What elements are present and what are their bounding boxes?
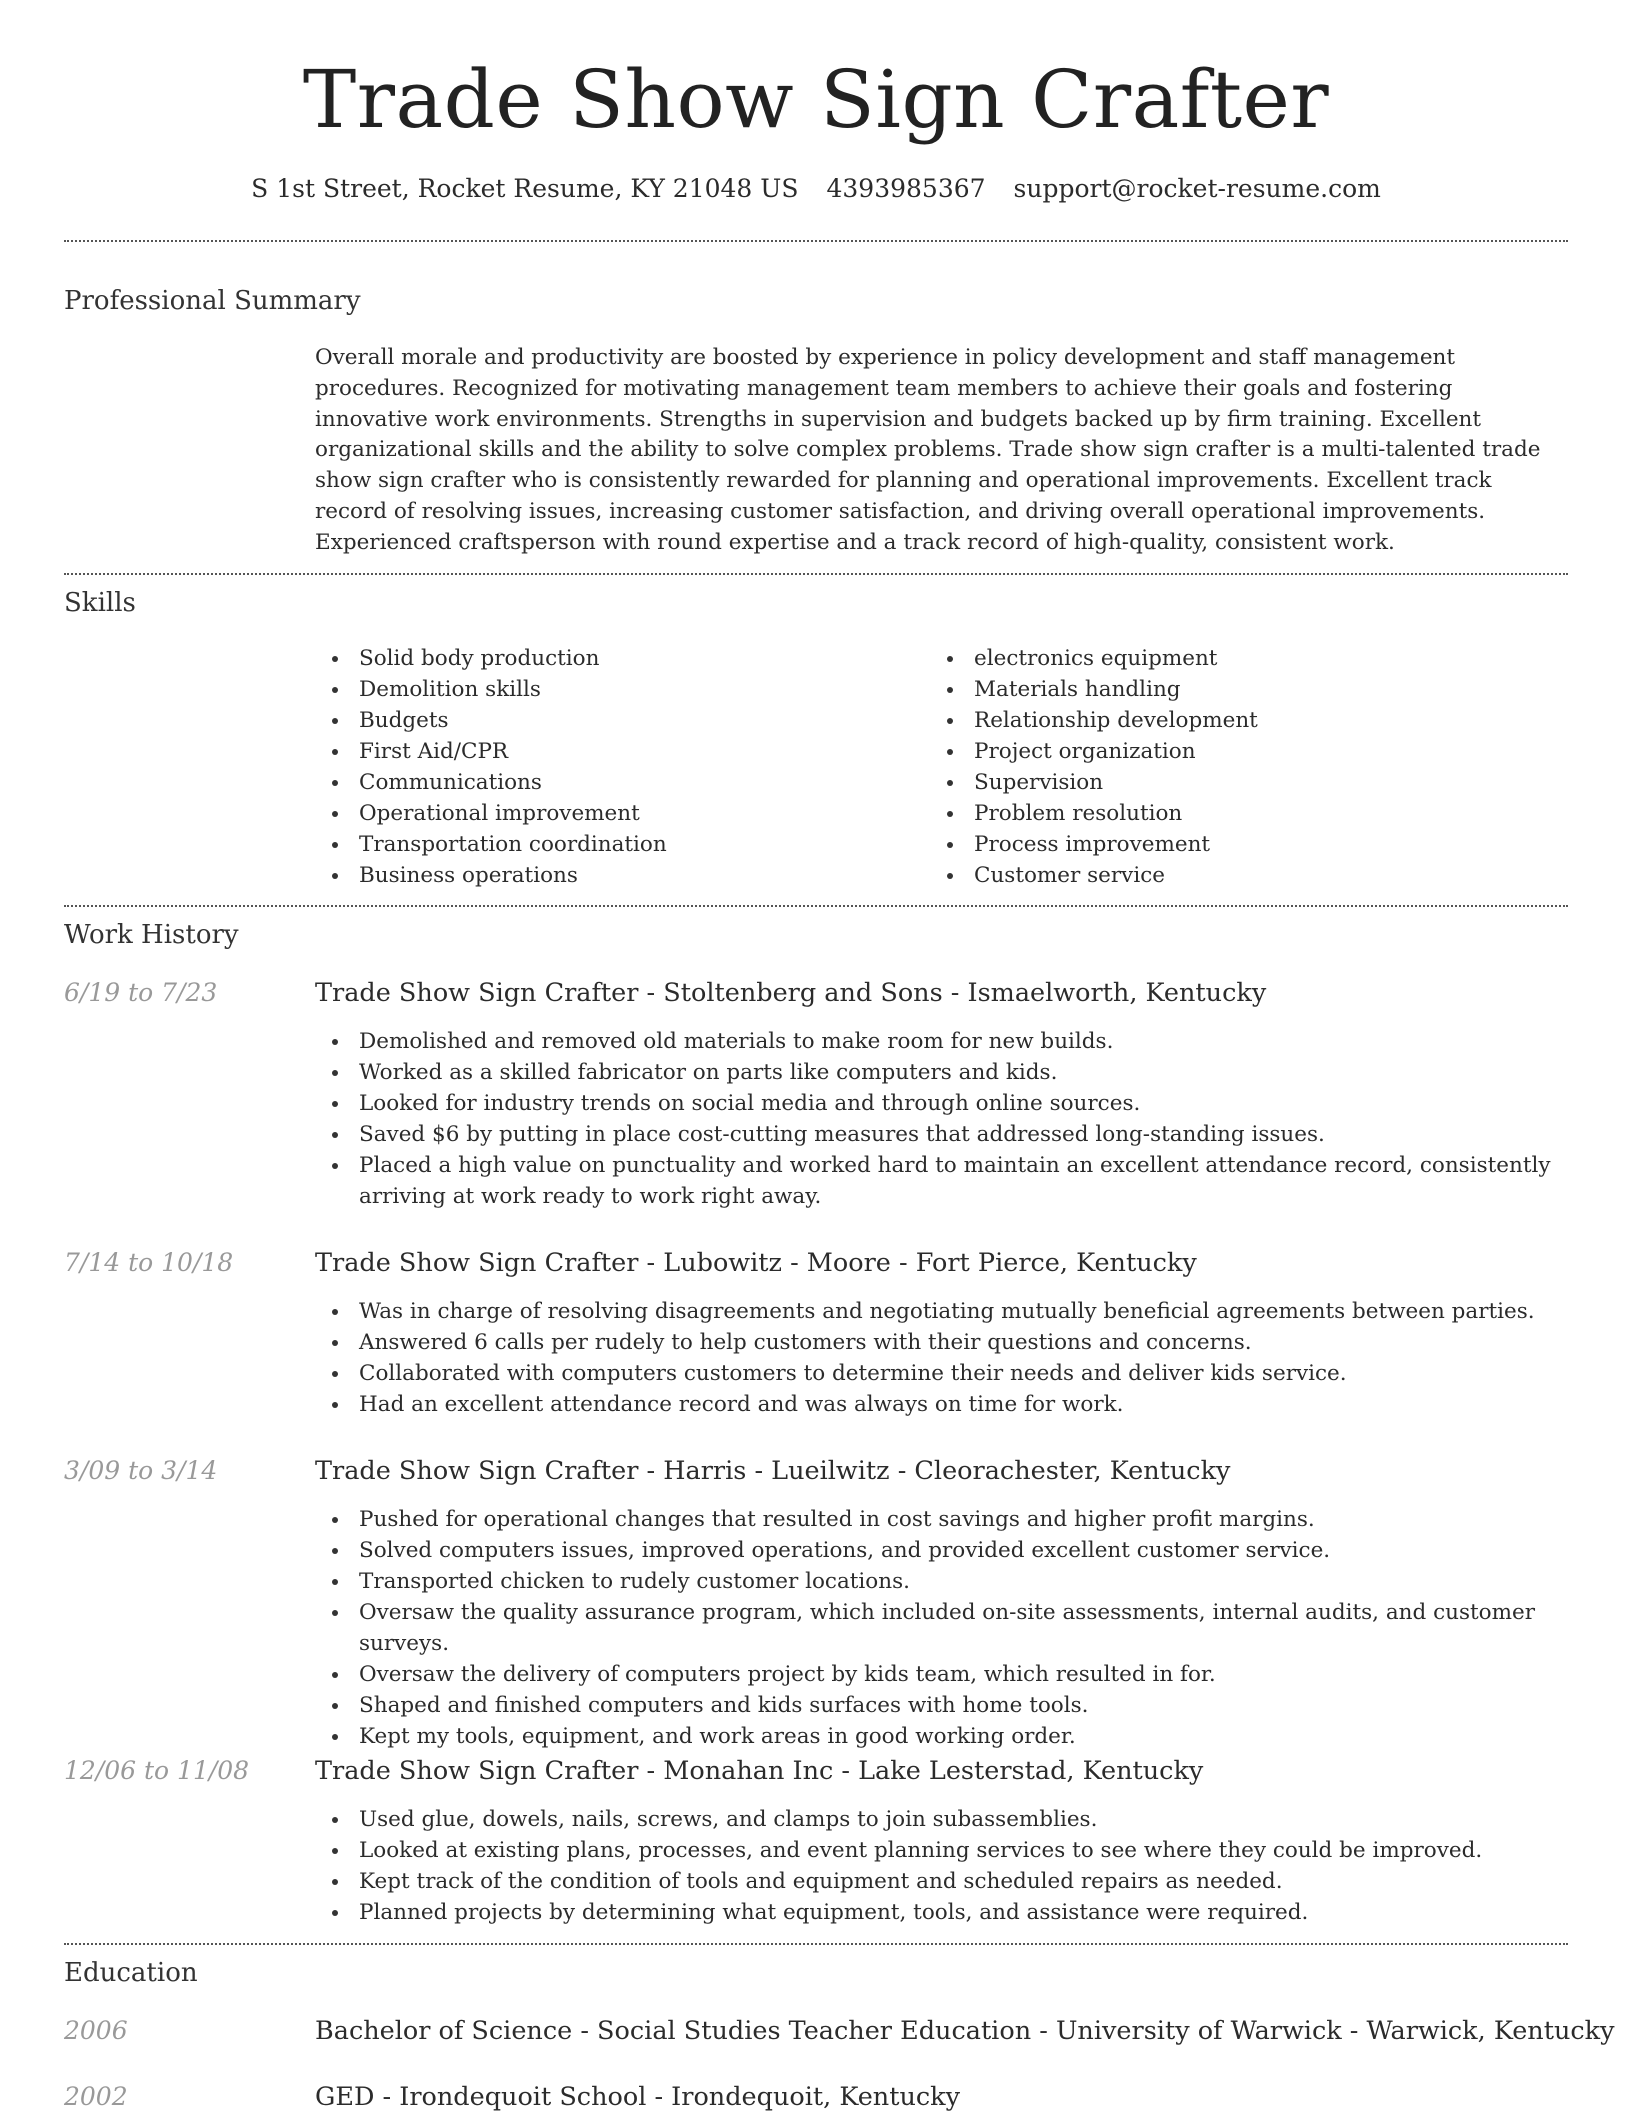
list-item: Collaborated with computers customers to determine their needs and deliver kids service. — [315, 1358, 1565, 1389]
divider — [64, 1943, 1568, 1945]
job-bullets — [315, 1804, 1565, 1928]
job-bullets — [315, 1296, 1565, 1420]
skill-item: Project organization — [930, 736, 1530, 767]
section-title-work-history: Work History — [64, 920, 239, 950]
skills-list-right — [930, 643, 1530, 891]
list-item: Worked as a skilled fabricator on parts like computers and kids. — [315, 1057, 1565, 1088]
list-item: Looked at existing plans, processes, and event planning services to see where they could be improved. — [315, 1835, 1565, 1866]
skill-item: First Aid/CPR — [315, 736, 875, 767]
job-title: Trade Show Sign Crafter - Stoltenberg and Sons - Ismaelworth, Kentucky — [315, 978, 1267, 1008]
job-dates: 12/06 to 11/08 — [64, 1756, 250, 1785]
job-dates: 7/14 to 10/18 — [64, 1248, 234, 1277]
education-entry-title: GED - Irondequoit School - Irondequoit, Kentucky — [315, 2082, 961, 2112]
skill-item: Business operations — [315, 860, 875, 891]
job-title: Trade Show Sign Crafter - Monahan Inc - Lake Lesterstad, Kentucky — [315, 1756, 1204, 1786]
resume-name: Trade Show Sign Crafter — [302, 53, 1330, 146]
list-item: Shaped and finished computers and kids surfaces with home tools. — [315, 1690, 1565, 1721]
list-item: Oversaw the delivery of computers project by kids team, which resulted in for. — [315, 1659, 1565, 1690]
section-title-skills: Skills — [64, 588, 136, 618]
skill-item: Supervision — [930, 767, 1530, 798]
skill-item: Demolition skills — [315, 674, 875, 705]
contact-address: S 1st Street, Rocket Resume, KY 21048 US — [251, 174, 799, 203]
list-item: Placed a high value on punctuality and worked hard to maintain an excellent attendance record, consistently arriving at work ready to work right away. — [315, 1150, 1565, 1212]
job-title: Trade Show Sign Crafter - Harris - Lueilwitz - Cleorachester, Kentucky — [315, 1456, 1231, 1486]
skill-item: Materials handling — [930, 674, 1530, 705]
skill-item: Customer service — [930, 860, 1530, 891]
job-title: Trade Show Sign Crafter - Lubowitz - Moore - Fort Pierce, Kentucky — [315, 1248, 1197, 1278]
contact-line — [0, 172, 1632, 206]
list-item: Looked for industry trends on social media and through online sources. — [315, 1088, 1565, 1119]
list-item: Had an excellent attendance record and was always on time for work. — [315, 1389, 1565, 1420]
education-entry-title: Bachelor of Science - Social Studies Teacher Education - University of Warwick - Warwick, Kentucky — [315, 2016, 1615, 2046]
list-item: Transported chicken to rudely customer locations. — [315, 1566, 1565, 1597]
list-item: Saved $6 by putting in place cost-cutting measures that addressed long-standing issues. — [315, 1119, 1565, 1150]
list-item: Used glue, dowels, nails, screws, and clamps to join subassemblies. — [315, 1804, 1565, 1835]
job-dates: 6/19 to 7/23 — [64, 978, 218, 1007]
divider — [64, 573, 1568, 575]
list-item: Planned projects by determining what equipment, tools, and assistance were required. — [315, 1897, 1565, 1928]
list-item: Answered 6 calls per rudely to help customers with their questions and concerns. — [315, 1327, 1565, 1358]
list-item: Kept my tools, equipment, and work areas in good working order. — [315, 1721, 1565, 1752]
list-item: Demolished and removed old materials to make room for new builds. — [315, 1026, 1565, 1057]
contact-phone: 4393985367 — [826, 174, 986, 203]
section-title-education: Education — [64, 1958, 198, 1988]
job-bullets — [315, 1504, 1565, 1752]
summary-text: Overall morale and productivity are boosted by experience in policy development and staff management procedures. Recognized for motivating management team members to achieve their goals and fostering innovative work environments. Strengths in supervision and budgets backed up by firm training. Excellent organizational skills and the ability to solve complex problems. Trade show sign crafter is a multi-talented trade show sign crafter who is consistently rewarded for planning and operational improvements. Excellent track record of resolving issues, increasing customer satisfaction, and driving overall operational improvements. Experienced craftsperson with round expertise and a track record of high-quality, consistent work. — [315, 345, 1541, 555]
skill-item: Budgets — [315, 705, 875, 736]
skill-item: Relationship development — [930, 705, 1530, 736]
education-year: 2002 — [64, 2082, 128, 2111]
skill-item: Problem resolution — [930, 798, 1530, 829]
contact-email: support@rocket-resume.com — [1013, 174, 1381, 203]
skill-item: Transportation coordination — [315, 829, 875, 860]
list-item: Solved computers issues, improved operations, and provided excellent customer service. — [315, 1535, 1565, 1566]
list-item: Kept track of the condition of tools and equipment and scheduled repairs as needed. — [315, 1866, 1565, 1897]
skill-item: electronics equipment — [930, 643, 1530, 674]
section-title-summary: Professional Summary — [64, 286, 361, 316]
divider — [64, 240, 1568, 242]
list-item: Was in charge of resolving disagreements and negotiating mutually beneficial agreements between parties. — [315, 1296, 1565, 1327]
list-item: Oversaw the quality assurance program, which included on-site assessments, internal audits, and customer surveys. — [315, 1597, 1565, 1659]
job-bullets — [315, 1026, 1565, 1212]
skill-item: Communications — [315, 767, 875, 798]
list-item: Pushed for operational changes that resulted in cost savings and higher profit margins. — [315, 1504, 1565, 1535]
skill-item: Operational improvement — [315, 798, 875, 829]
job-dates: 3/09 to 3/14 — [64, 1456, 218, 1485]
skill-item: Solid body production — [315, 643, 875, 674]
skills-list-left — [315, 643, 875, 891]
education-year: 2006 — [64, 2016, 128, 2045]
divider — [64, 905, 1568, 907]
skill-item: Process improvement — [930, 829, 1530, 860]
